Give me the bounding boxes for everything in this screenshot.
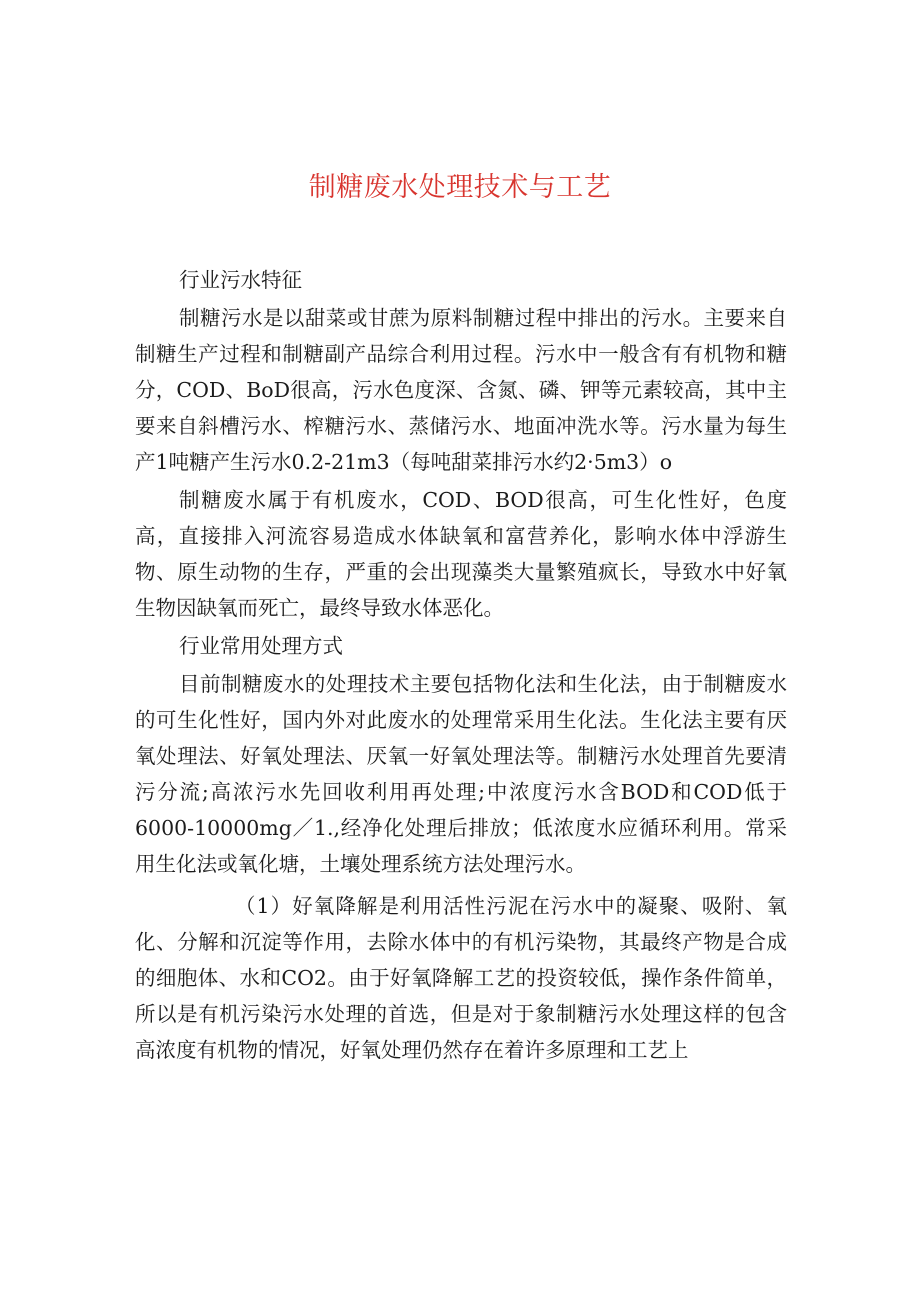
paragraph-treatment-overview: 目前制糖废水的处理技术主要包括物化法和生化法，由于制糖废水的可生化性好，国内外对此废水的处理常采用生化法。生化法主要有厌氧处理法、好氧处理法、厌氧一好氧处理法等。制糖污水处理首先要清污分流;高浓污水先回收利用再处理;中浓度污水含BOD和COD低于6000-10000mg／1.,经净化处理后排放；低浓度水应循环利用。常采用生化法或氧化塘，土壤处理系统方法处理污水。 (135, 672, 787, 876)
paragraph-aerobic-degradation: （1）好氧降解是利用活性污泥在污水中的凝聚、吸附、氧化、分解和沉淀等作用，去除水体中的有机污染物，其最终产物是合成的细胞体、水和CO2。由于好氧降解工艺的投资较低，操作条件简单，所以是有机污染污水处理的首选，但是对于象制糖污水处理这样的包含高浓度有机物的情况，好氧处理仍然存在着许多原理和工艺上 (135, 894, 787, 1062)
section-heading-treatment-methods: 行业常用处理方式 (179, 634, 343, 658)
document-body (135, 262, 787, 1068)
paragraph-wastewater-source: 制糖污水是以甜菜或甘蔗为原料制糖过程中排出的污水。主要来自制糖生产过程和制糖副产品综合利用过程。污水中一般含有有机物和糖分，COD、BoD很高，污水色度深、含氮、磷、钾等元素较高，其中主要来自斜槽污水、榨糖污水、蒸储污水、地面冲洗水等。污水量为每生产1吨糖产生污水0.2-21m3（每吨甜菜排污水约2·5m3）o (135, 306, 787, 474)
section-heading-wastewater-characteristics: 行业污水特征 (179, 268, 302, 292)
document-title: 制糖废水处理技术与工艺 (308, 172, 612, 203)
paragraph-wastewater-impact: 制糖废水属于有机废水，COD、BOD很高，可生化性好，色度高，直接排入河流容易造成水体缺氧和富营养化，影响水体中浮游生物、原生动物的生存，严重的会出现藻类大量繁殖疯长，导致水中好氧生物因缺氧而死亡，最终导致水体恶化。 (135, 488, 787, 620)
